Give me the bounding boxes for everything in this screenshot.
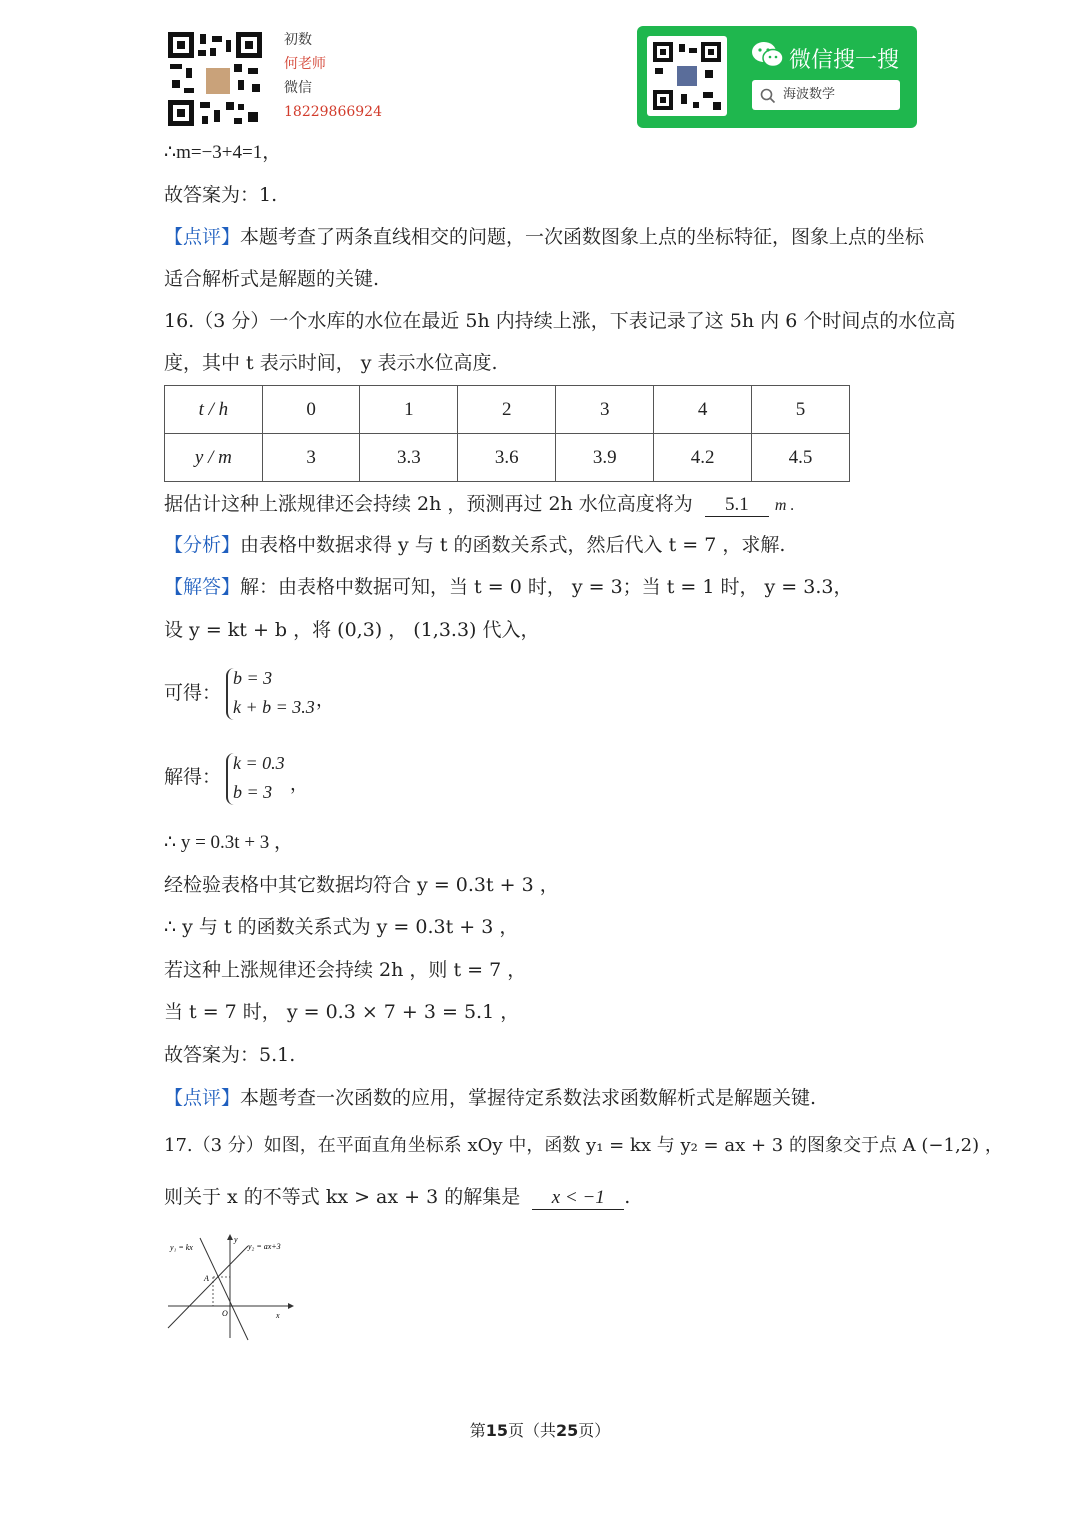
- wechat-logo-icon: [751, 40, 785, 70]
- q15-comment-cont: 适合解析式是解题的关键.: [164, 268, 380, 290]
- system2-eq2: b = 3: [233, 782, 273, 802]
- q16-comment-text: 本题考查一次函数的应用，掌握待定系数法求函数解析式是解题关键.: [240, 1087, 817, 1109]
- line-y1: [168, 1246, 248, 1328]
- q17-stem-1: 17.（3 分）如图，在平面直角坐标系 xOy 中，函数 y₁ = kx 与 y₂ = ax + 3 的图象交于点 A (−1,2) ，: [164, 1135, 1003, 1156]
- q15-answer: 故答案为：1.: [164, 184, 278, 206]
- footer-page: 15: [485, 1421, 508, 1440]
- wechat-search-title: 微信搜一搜: [789, 48, 900, 73]
- q16-stem-2: 度，其中 t 表示时间， y 表示水位高度.: [164, 352, 498, 374]
- q15-conclusion: ∴m=−3+4=1，: [164, 142, 282, 163]
- q17-stem-2-text: 则关于 x 的不等式 kx > ax + 3 的解集是: [164, 1186, 521, 1208]
- q16-step-3: ∴ y 与 t 的函数关系式为 y = 0.3t + 3 ，: [164, 916, 519, 938]
- q15-comment: [164, 224, 924, 250]
- table-header-y: y / m: [165, 434, 263, 482]
- q16-solution-2: 设 y = kt + b ，将 (0,3) ， (1,3.3) 代入，: [164, 619, 540, 641]
- label-point-a: A: [204, 1274, 209, 1283]
- footer-middle: 页（共: [507, 1421, 556, 1440]
- system1-label: 可得：: [164, 682, 222, 704]
- q16-step-1: ∴ y = 0.3t + 3 ，: [164, 832, 294, 853]
- label-y: y: [234, 1235, 238, 1244]
- q17-graph-figure: [160, 1232, 300, 1347]
- q16-question-text: 据估计这种上涨规律还会持续 2h ，预测再过 2h 水位高度将为: [164, 493, 693, 515]
- label-y1: y₁ = kx: [170, 1243, 193, 1252]
- avatar: [204, 66, 232, 96]
- search-icon: [760, 88, 776, 104]
- table-row: [165, 434, 850, 482]
- q16-unit: m .: [774, 497, 795, 514]
- table-cell: 3.3: [360, 434, 458, 482]
- wechat-qr-code: [647, 36, 727, 116]
- table-header-t: t / h: [165, 386, 263, 434]
- solution-tag: 【解答】: [164, 576, 241, 598]
- table-cell: 0: [262, 386, 360, 434]
- table-cell: 3.9: [556, 434, 654, 482]
- label-origin: O: [222, 1309, 228, 1318]
- table-row: [165, 386, 850, 434]
- teacher-phone: 18229866924: [284, 104, 382, 120]
- table-cell: 2: [458, 386, 556, 434]
- q16-step-5: 当 t = 7 时， y = 0.3 × 7 + 3 = 5.1 ，: [164, 1001, 520, 1023]
- q16-question: [164, 491, 794, 519]
- system2-eq1: k = 0.3: [233, 753, 285, 773]
- comment-tag: 【点评】: [164, 226, 241, 248]
- teacher-name: 何老师: [284, 56, 326, 72]
- system1-eq1: b = 3: [233, 668, 273, 688]
- teacher-label-2: 微信: [284, 80, 312, 96]
- footer-suffix: 页）: [578, 1421, 611, 1440]
- system2-end: ，: [290, 774, 308, 795]
- system2-label: 解得：: [164, 766, 222, 788]
- y-axis-arrow-icon: [227, 1234, 233, 1240]
- analysis-tag: 【分析】: [164, 534, 241, 556]
- q16-analysis-text: 由表格中数据求得 y 与 t 的函数关系式，然后代入 t = 7 ，求解.: [240, 534, 786, 556]
- q17-end: .: [624, 1186, 631, 1208]
- label-y2: y₂ = ax+3: [248, 1242, 281, 1251]
- page-footer: [0, 1418, 1080, 1441]
- teacher-qr-code: [168, 32, 262, 126]
- table-cell: 4.2: [654, 434, 752, 482]
- table-cell: 5: [752, 386, 850, 434]
- table-cell: 3: [556, 386, 654, 434]
- table-cell: 1: [360, 386, 458, 434]
- q16-comment: [164, 1085, 816, 1111]
- footer-total: 25: [556, 1421, 579, 1440]
- system1-end: ，: [316, 690, 334, 711]
- q16-solution-text: 解：由表格中数据可知，当 t = 0 时， y = 3；当 t = 1 时， y = 3.3，: [240, 576, 853, 598]
- teacher-info: [284, 28, 382, 124]
- q16-step-4: 若这种上涨规律还会持续 2h ，则 t = 7 ，: [164, 959, 527, 981]
- q16-step-2: 经检验表格中其它数据均符合 y = 0.3t + 3 ，: [164, 874, 559, 896]
- q16-analysis: [164, 532, 785, 558]
- q16-stem-1: 16.（3 分）一个水库的水位在最近 5h 内持续上涨，下表记录了这 5h 内 6 个时间点的水位高: [164, 310, 956, 332]
- comment-tag: 【点评】: [164, 1087, 241, 1109]
- wechat-search-input[interactable]: [752, 80, 900, 110]
- q17-stem-2: [164, 1184, 630, 1210]
- label-x: x: [276, 1311, 280, 1320]
- teacher-label-1: 初数: [284, 32, 312, 48]
- table-cell: 3: [262, 434, 360, 482]
- system1-eq2: k + b = 3.3: [233, 697, 315, 717]
- wechat-search-banner[interactable]: [637, 26, 917, 128]
- q16-answer-blank: 5.1: [705, 494, 769, 517]
- table-cell: 3.6: [458, 434, 556, 482]
- water-level-table: [164, 385, 850, 482]
- x-axis-arrow-icon: [288, 1303, 294, 1309]
- footer-prefix: 第: [469, 1421, 486, 1440]
- q16-solution: [164, 574, 852, 600]
- q15-comment-text: 本题考查了两条直线相交的问题，一次函数图象上点的坐标特征，图象上点的坐标: [240, 226, 925, 248]
- q17-answer-blank: x < −1: [532, 1187, 624, 1210]
- table-cell: 4: [654, 386, 752, 434]
- q16-answer: 故答案为：5.1.: [164, 1044, 296, 1066]
- table-cell: 4.5: [752, 434, 850, 482]
- wechat-search-query: 海波数学: [783, 87, 836, 102]
